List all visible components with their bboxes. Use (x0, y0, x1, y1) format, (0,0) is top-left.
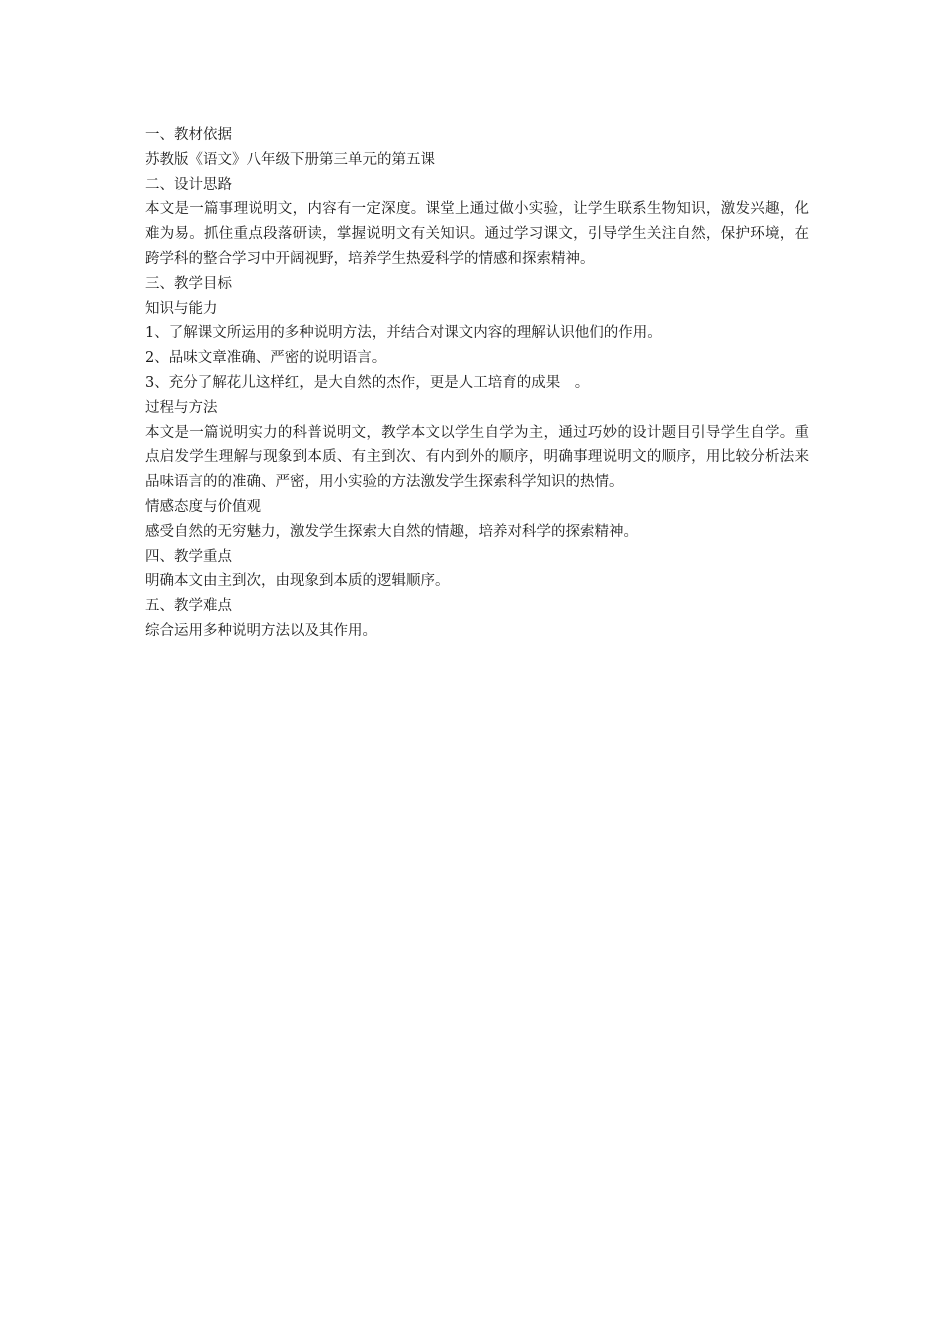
section-heading-design-idea: 二、设计思路 (145, 176, 232, 193)
textbook-basis-text: 苏教版《语文》八年级下册第三单元的第五课 (145, 151, 435, 168)
subheading-process-method: 过程与方法 (145, 399, 218, 416)
subheading-knowledge-ability: 知识与能力 (145, 300, 218, 317)
section-heading-difficult-points: 五、教学难点 (145, 598, 232, 615)
design-idea-text: 本文是一篇事理说明文，内容有一定深度。课堂上通过做小实验，让学生联系生物知识，激发兴趣，化难为易。抓住重点段落研读，掌握说明文有关知识。通过学习课文，引导学生关注自然，保护环境，在跨学科的整合学习中开阔视野，培养学生热爱科学的情感和探索精神。 (145, 201, 809, 267)
section-heading-textbook-basis: 一、教材依据 (145, 127, 232, 143)
section-heading-key-points: 四、教学重点 (145, 548, 232, 565)
goal-item-2: 2、品味文章准确、严密的说明语言。 (145, 350, 387, 367)
emotion-values-text: 感受自然的无穷魅力，激发学生探索大自然的情趣，培养对科学的探索精神。 (145, 523, 638, 540)
document-body (145, 123, 809, 644)
difficult-points-text: 综合运用多种说明方法以及其作用。 (145, 622, 377, 639)
key-points-text: 明确本文由主到次，由现象到本质的逻辑顺序。 (145, 573, 450, 590)
goal-item-3: 3、充分了解花儿这样红，是大自然的杰作，更是人工培育的成果 。 (145, 374, 590, 391)
subheading-emotion-values: 情感态度与价值观 (145, 498, 261, 515)
section-heading-teaching-goals: 三、教学目标 (145, 275, 232, 292)
process-method-text: 本文是一篇说明实力的科普说明文，教学本文以学生自学为主，通过巧妙的设计题目引导学生自学。重点启发学生理解与现象到本质、有主到次、有内到外的顺序，明确事理说明文的顺序，用比较分析法来品味语言的的准确、严密，用小实验的方法激发学生探索科学知识的热情。 (145, 424, 809, 491)
goal-item-1: 1、了解课文所运用的多种说明方法，并结合对课文内容的理解认识他们的作用。 (145, 325, 662, 342)
